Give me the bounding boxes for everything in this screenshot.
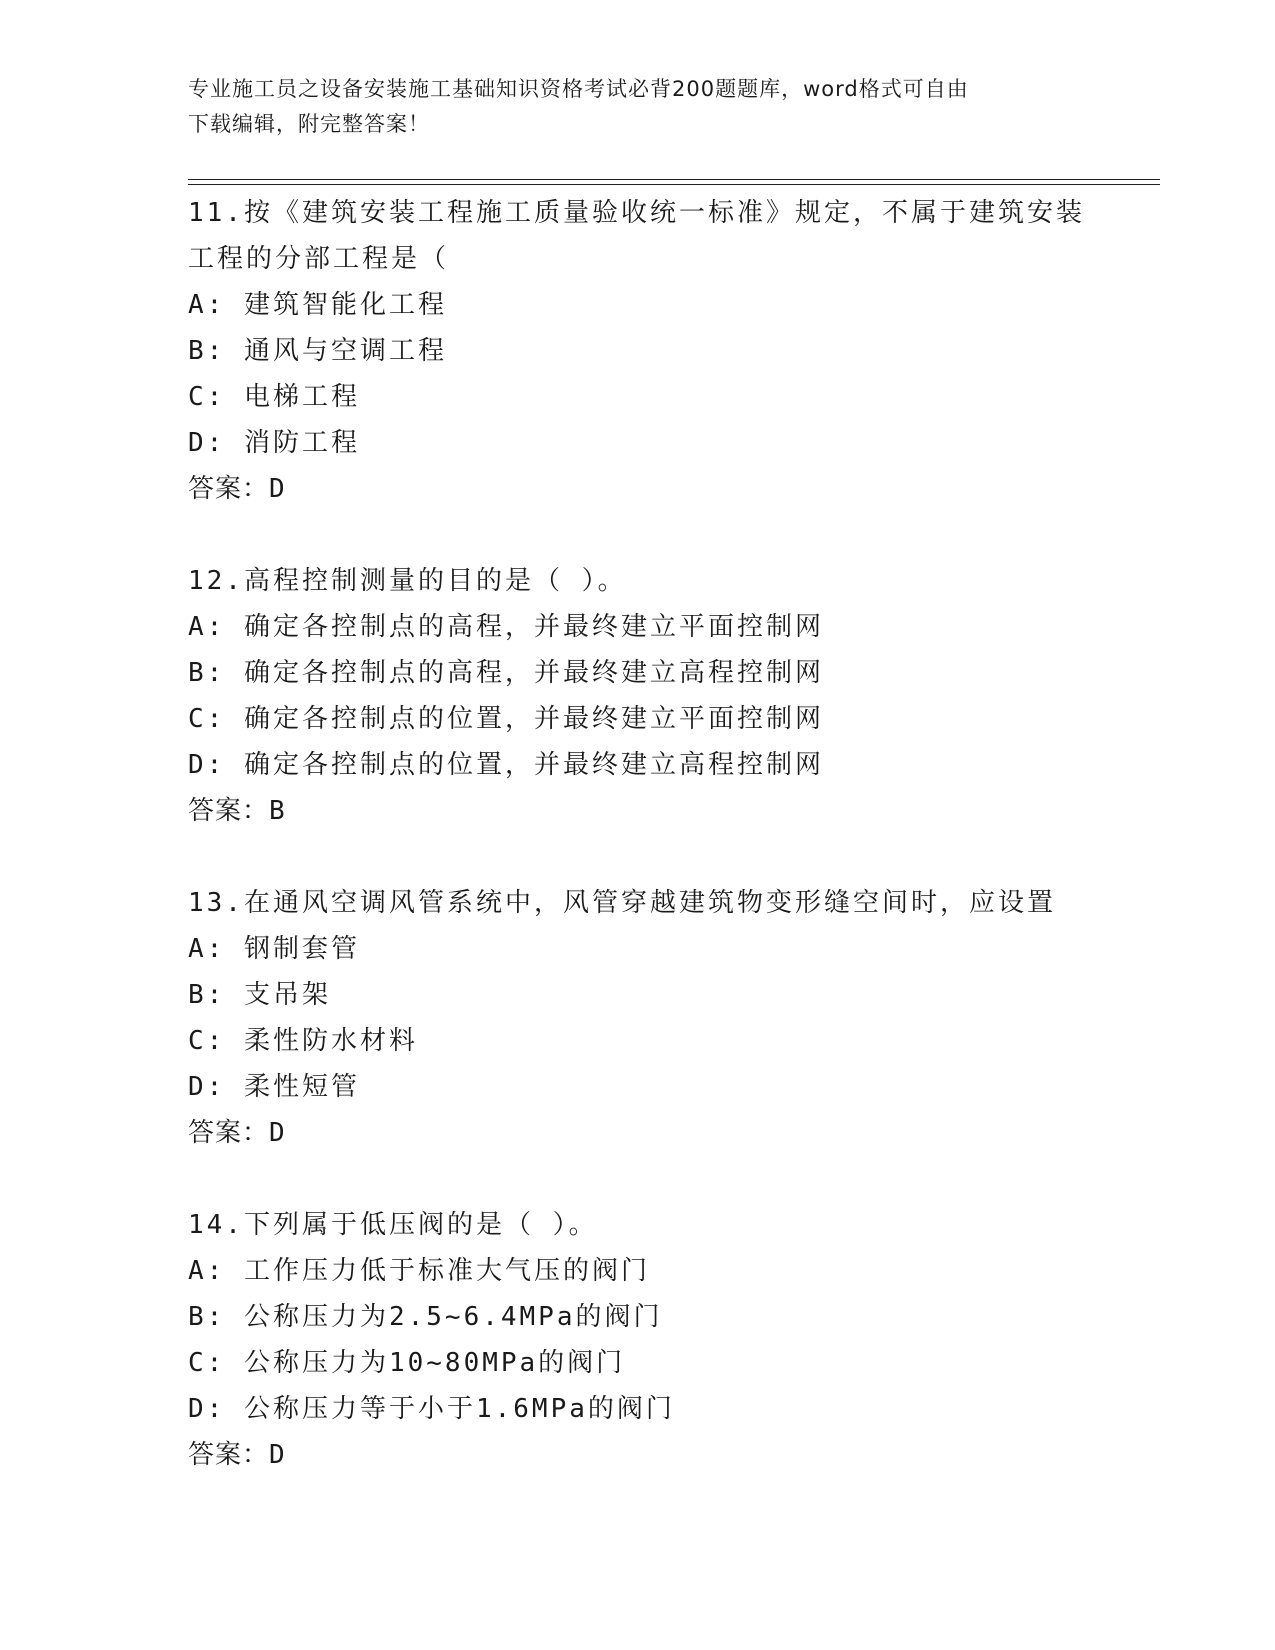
answer-label: 答案： (188, 474, 270, 504)
question-list (188, 190, 1088, 1524)
answer-line (188, 788, 1088, 834)
answer-line (188, 466, 1088, 512)
answer-line (188, 1110, 1088, 1156)
option-c: C: 公称压力为10~80MPa的阀门 (188, 1348, 626, 1378)
question-stem (188, 558, 1088, 604)
question-14 (188, 1202, 1088, 1478)
question-stem-line: 工程的分部工程是（ (188, 244, 450, 274)
question-13 (188, 880, 1088, 1156)
answer-value: B (269, 796, 286, 826)
option-d: D: 确定各控制点的位置，并最终建立高程控制网 (188, 750, 824, 780)
answer-label: 答案： (188, 796, 270, 826)
option-b: B: 公称压力为2.5~6.4MPa的阀门 (188, 1302, 663, 1332)
option-c: C: 柔性防水材料 (188, 1026, 418, 1056)
answer-label: 答案： (188, 1118, 270, 1148)
question-stem (188, 1202, 1088, 1248)
question-stem-line: 11.按《建筑安装工程施工质量验收统一标准》规定，不属于建筑安装 (188, 198, 1085, 228)
option-d: D: 消防工程 (188, 428, 360, 458)
question-stem (188, 190, 1088, 282)
question-stem (188, 880, 1088, 926)
answer-value: D (269, 1440, 286, 1470)
option-b: B: 确定各控制点的高程，并最终建立高程控制网 (188, 658, 824, 688)
answer-line (188, 1432, 1088, 1478)
option-a: A: 钢制套管 (188, 934, 360, 964)
question-12 (188, 558, 1088, 834)
option-d: D: 柔性短管 (188, 1072, 360, 1102)
option-c: C: 电梯工程 (188, 382, 360, 412)
header-line-1: 专业施工员之设备安装施工基础知识资格考试必背200题题库，word格式可自由 (188, 77, 969, 101)
header-divider-top (188, 179, 1160, 180)
answer-value: D (269, 1118, 286, 1148)
option-b: B: 支吊架 (188, 980, 331, 1010)
option-a: A: 建筑智能化工程 (188, 290, 447, 320)
question-stem-line: 13.在通风空调风管系统中，风管穿越建筑物变形缝空间时，应设置 (188, 888, 1056, 918)
option-a: A: 工作压力低于标准大气压的阀门 (188, 1256, 650, 1286)
answer-value: D (269, 474, 286, 504)
option-b: B: 通风与空调工程 (188, 336, 447, 366)
answer-label: 答案： (188, 1440, 270, 1470)
option-c: C: 确定各控制点的位置，并最终建立平面控制网 (188, 704, 824, 734)
question-stem-line: 14.下列属于低压阀的是（ ）。 (188, 1210, 598, 1240)
option-a: A: 确定各控制点的高程，并最终建立平面控制网 (188, 612, 824, 642)
header-divider-bottom (188, 184, 1160, 185)
document-header (188, 72, 1068, 142)
option-d: D: 公称压力等于小于1.6MPa的阀门 (188, 1394, 675, 1424)
question-stem-line: 12.高程控制测量的目的是（ ）。 (188, 566, 627, 596)
header-line-2: 下载编辑，附完整答案！ (188, 112, 430, 136)
question-11 (188, 190, 1088, 512)
